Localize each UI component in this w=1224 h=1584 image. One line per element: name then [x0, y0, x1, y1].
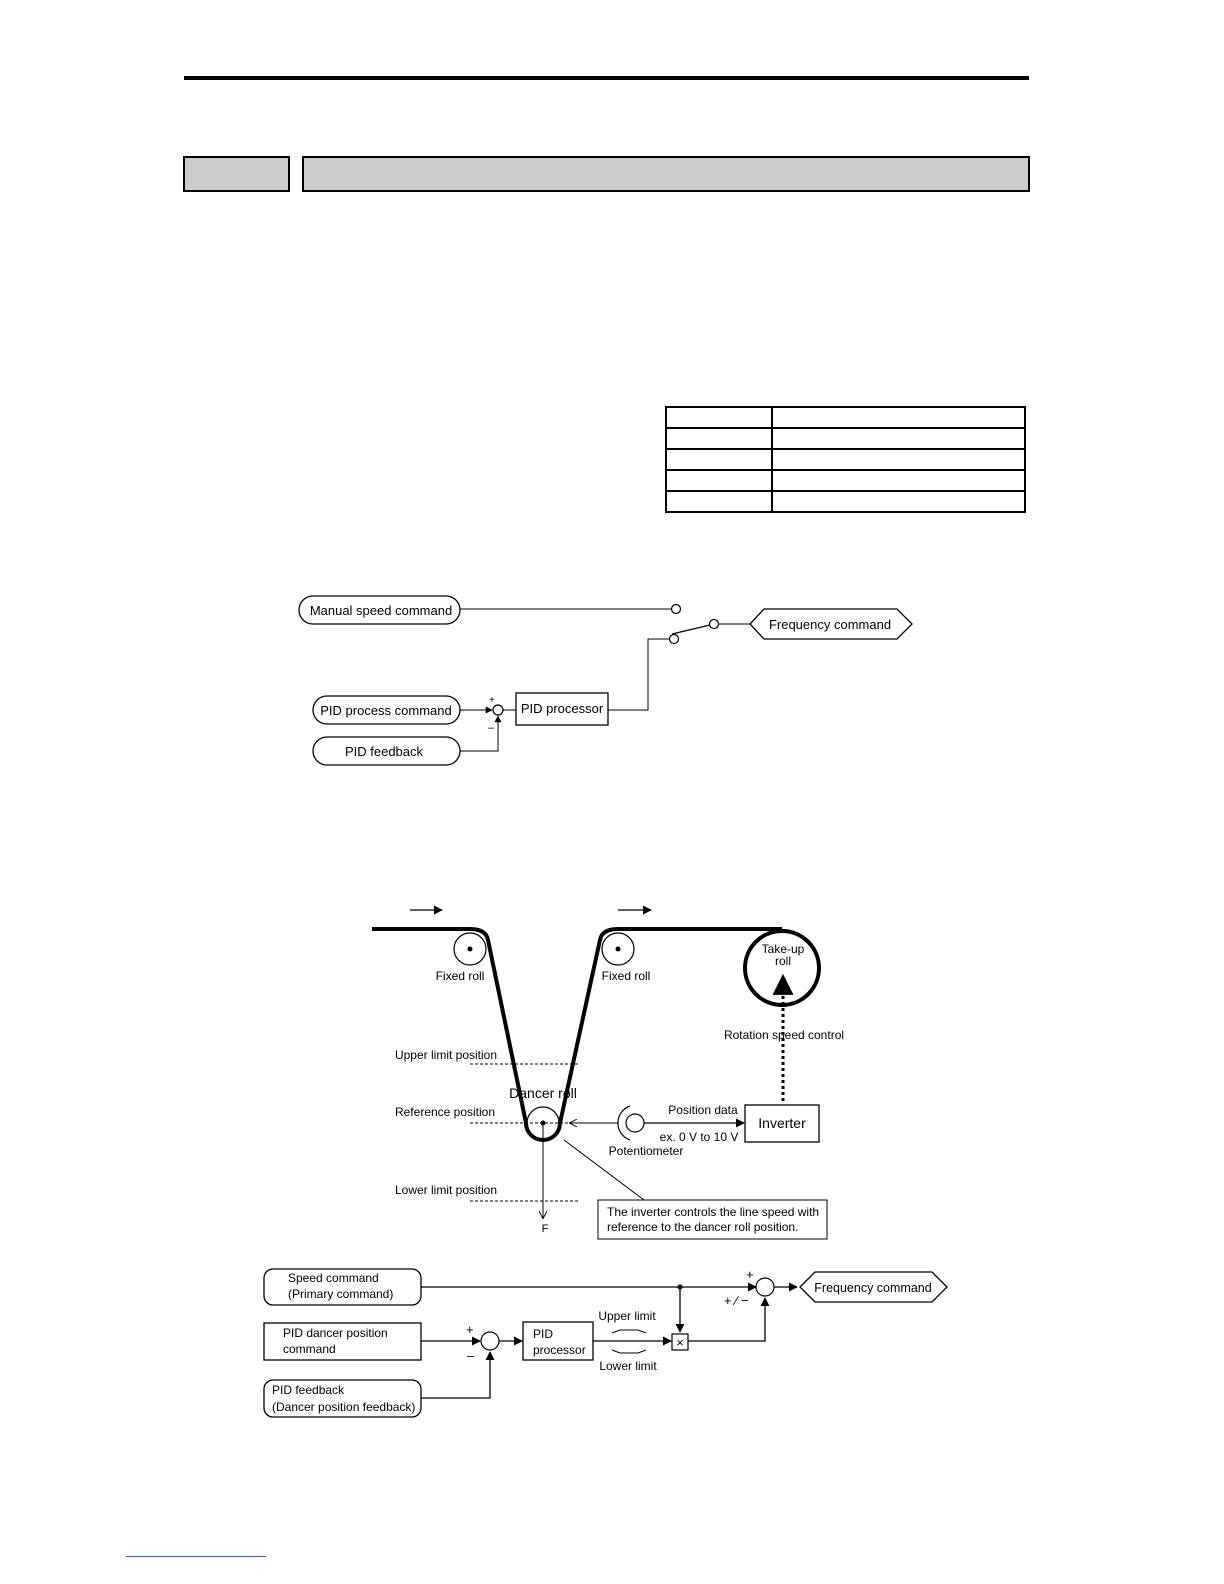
manual-speed-command-label: Manual speed command — [309, 603, 453, 618]
pid-dancer-command-label-1: PID dancer position — [283, 1326, 388, 1340]
multiply-icon: × — [676, 1335, 684, 1350]
switch-contact-pid — [670, 635, 679, 644]
pid-output-line — [608, 639, 669, 710]
switch-blade — [672, 625, 710, 634]
fixed-roll-left-label: Fixed roll — [435, 969, 485, 983]
pid-process-command-label: PID process command — [320, 703, 452, 718]
figure-pid-switch — [299, 596, 912, 765]
output-plus-sign: + — [746, 1267, 754, 1282]
pid-processor-label-2b: processor — [533, 1343, 586, 1357]
dancer-roll-label: Dancer roll — [509, 1085, 577, 1101]
pid-dancer-command-label-2: command — [283, 1342, 336, 1356]
position-data-label: Position data — [668, 1103, 738, 1117]
potentiometer-icon — [626, 1114, 644, 1132]
potentiometer-label: Potentiometer — [608, 1144, 684, 1158]
output-plus-minus-sign: + ∕ − — [724, 1293, 749, 1308]
switch-contact-manual — [672, 605, 681, 614]
pid-processor-label: PID processor — [520, 701, 604, 716]
upper-limit-symbol — [612, 1330, 646, 1333]
output-summing-junction — [756, 1278, 774, 1296]
reference-position-label: Reference position — [394, 1105, 496, 1119]
lower-limit-position-label: Lower limit position — [394, 1183, 498, 1197]
dancer-feedback-arrow — [421, 1352, 490, 1398]
fixed-roll-left-axle — [468, 947, 473, 952]
upper-limit-label: Upper limit — [598, 1309, 656, 1323]
summing-junction — [493, 705, 503, 715]
fixed-roll-right-label: Fixed roll — [601, 969, 651, 983]
force-label: F — [541, 1223, 549, 1235]
inverter-label: Inverter — [758, 1115, 806, 1131]
lower-limit-symbol — [612, 1350, 646, 1353]
frequency-command-label-2: Frequency command — [814, 1281, 932, 1295]
pid-feedback-label-2a: PID feedback — [272, 1383, 345, 1397]
lower-limit-label: Lower limit — [599, 1359, 657, 1373]
dancer-summing-junction — [481, 1332, 499, 1350]
rotation-speed-control-label: Rotation speed control — [723, 1028, 845, 1042]
frequency-command-label: Frequency command — [768, 617, 892, 632]
take-up-roll-label-1: Take-up — [761, 942, 805, 956]
dancer-minus-sign: – — [467, 1348, 475, 1363]
note-line-1: The inverter controls the line speed with — [607, 1205, 820, 1219]
dancer-plus-sign: + — [466, 1322, 474, 1337]
upper-limit-position-label: Upper limit position — [394, 1048, 498, 1062]
pid-feedback-label: PID feedback — [344, 744, 424, 759]
pid-processor-label-2a: PID — [533, 1327, 554, 1341]
plus-sign: + — [489, 695, 495, 706]
figure-dancer-roll — [372, 910, 844, 1239]
take-up-roll-label-2: roll — [774, 954, 792, 968]
speed-command-label-2: (Primary command) — [288, 1287, 394, 1301]
note-line-2: reference to the dancer roll position. — [607, 1220, 799, 1234]
fixed-roll-right-axle — [616, 947, 621, 952]
minus-sign: – — [488, 722, 495, 734]
voltage-range-label: ex. 0 V to 10 V — [659, 1130, 739, 1144]
figure-dancer-control-block — [264, 1267, 947, 1417]
speed-command-label-1: Speed command — [288, 1271, 379, 1285]
switch-common-contact — [710, 620, 719, 629]
footer-link-underline[interactable] — [126, 1556, 266, 1557]
pid-feedback-label-2b: (Dancer position feedback) — [272, 1400, 416, 1414]
